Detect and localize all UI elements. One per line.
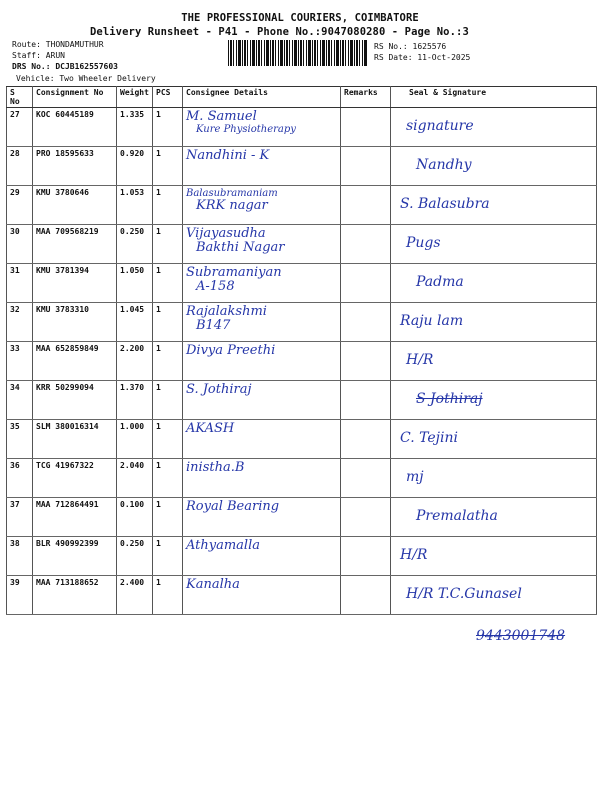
consignment-number-cell: KMU 3781394 [33,264,117,303]
consignment-number-cell: MAA 652859849 [33,342,117,381]
remarks-cell [341,264,391,303]
serial-number-cell: 33 [7,342,33,381]
pcs-cell: 1 [153,186,183,225]
consignee-address-handwriting: Kure Physiotherapy [196,124,296,135]
table-row [7,264,597,303]
consignment-number-cell: MAA 712864491 [33,498,117,537]
signature-cell [391,537,597,576]
consignee-details-cell [183,576,341,615]
consignee-details-cell [183,381,341,420]
consignee-name-handwriting: Divya Preethi [186,343,276,358]
serial-number-cell: 36 [7,459,33,498]
remarks-cell [341,576,391,615]
consignee-details-cell [183,147,341,186]
barcode [228,40,368,66]
drs-number: DRS No.: DCJB162557603 [12,62,118,71]
signature-cell [391,108,597,147]
pcs-cell: 1 [153,342,183,381]
serial-number-cell: 31 [7,264,33,303]
serial-number-cell: 28 [7,147,33,186]
weight-cell: 2.400 [117,576,153,615]
consignee-name-handwriting: Balasubramaniam [186,188,278,199]
consignee-address-handwriting: Bakthi Nagar [196,240,285,255]
signature-handwriting: Pugs [406,235,441,251]
weight-cell: 0.250 [117,225,153,264]
remarks-cell [341,108,391,147]
signature-handwriting: H/R [400,547,428,563]
serial-number-cell: 32 [7,303,33,342]
route-label: Route: THONDAMUTHUR [12,40,104,49]
pcs-cell: 1 [153,498,183,537]
consignee-name-handwriting: Royal Bearing [186,499,280,514]
table-row [7,381,597,420]
consignment-number-cell: SLM 380016314 [33,420,117,459]
column-header: Weight [117,87,153,108]
table-row [7,537,597,576]
signature-cell [391,420,597,459]
signature-cell [391,459,597,498]
consignee-details-cell [183,108,341,147]
remarks-cell [341,303,391,342]
remarks-cell [341,342,391,381]
consignment-number-cell: MAA 709568219 [33,225,117,264]
table-row [7,342,597,381]
consignment-number-cell: KOC 60445189 [33,108,117,147]
remarks-cell [341,459,391,498]
consignee-details-cell [183,498,341,537]
table-row [7,303,597,342]
consignee-details-cell [183,225,341,264]
weight-cell: 0.100 [117,498,153,537]
pcs-cell: 1 [153,147,183,186]
serial-number-cell: 34 [7,381,33,420]
weight-cell: 1.335 [117,108,153,147]
weight-cell: 1.000 [117,420,153,459]
table-row [7,576,597,615]
rs-date: RS Date: 11-Oct-2025 [374,53,471,62]
pcs-cell: 1 [153,264,183,303]
signature-handwriting: Nandhy [416,157,472,173]
signature-handwriting: S. Balasubra [400,196,490,212]
consignee-name-handwriting: Rajalakshmi [186,304,267,319]
consignee-details-cell [183,420,341,459]
runsheet-table [6,86,597,615]
consignee-details-cell [183,186,341,225]
column-header: Consignee Details [183,87,341,108]
signature-cell [391,576,597,615]
serial-number-cell: 38 [7,537,33,576]
consignee-details-cell [183,303,341,342]
consignee-name-handwriting: Nandhini - K [186,148,270,163]
weight-cell: 1.053 [117,186,153,225]
consignee-address-handwriting: KRK nagar [196,198,268,213]
serial-number-cell: 30 [7,225,33,264]
weight-cell: 0.250 [117,537,153,576]
remarks-cell [341,381,391,420]
column-header: Consignment No [33,87,117,108]
runsheet-subtitle: Delivery Runsheet - P41 - Phone No.:9047080280 - Page No.:3 [90,26,469,38]
consignment-number-cell: MAA 713188652 [33,576,117,615]
weight-cell: 2.200 [117,342,153,381]
pcs-cell: 1 [153,576,183,615]
serial-number-cell: 39 [7,576,33,615]
consignee-details-cell [183,342,341,381]
remarks-cell [341,225,391,264]
table-row [7,108,597,147]
rs-number: RS No.: 1625576 [374,42,447,51]
consignment-number-cell: PRO 18595633 [33,147,117,186]
consignee-name-handwriting: Kanalha [186,577,240,592]
pcs-cell: 1 [153,225,183,264]
signature-handwriting: H/R T.C.Gunasel [406,586,522,602]
remarks-cell [341,498,391,537]
weight-cell: 1.045 [117,303,153,342]
signature-handwriting: Raju lam [400,313,464,329]
consignee-address-handwriting: B147 [196,318,231,333]
consignee-name-handwriting: S. Jothiraj [186,382,252,397]
vehicle-label: Vehicle: Two Wheeler Delivery [16,74,156,83]
signature-cell [391,225,597,264]
signature-cell [391,342,597,381]
table-header-row [7,87,597,108]
signature-handwriting: S Jothiraj [416,391,483,407]
remarks-cell [341,420,391,459]
consignee-name-handwriting: Athyamalla [186,538,260,553]
consignee-name-handwriting: M. Samuel [186,109,257,124]
consignment-number-cell: KMU 3783310 [33,303,117,342]
table-row [7,498,597,537]
pcs-cell: 1 [153,381,183,420]
weight-cell: 1.050 [117,264,153,303]
pcs-cell: 1 [153,537,183,576]
signature-cell [391,303,597,342]
pcs-cell: 1 [153,108,183,147]
serial-number-cell: 37 [7,498,33,537]
column-header: S No [7,87,33,108]
consignee-name-handwriting: Subramaniyan [186,265,282,280]
weight-cell: 0.920 [117,147,153,186]
consignee-name-handwriting: inistha.B [186,460,245,475]
table-row [7,225,597,264]
signature-cell [391,381,597,420]
consignment-number-cell: TCG 41967322 [33,459,117,498]
consignee-details-cell [183,264,341,303]
table-row [7,147,597,186]
consignee-name-handwriting: Vijayasudha [186,226,266,241]
signature-cell [391,147,597,186]
pcs-cell: 1 [153,420,183,459]
weight-cell: 2.040 [117,459,153,498]
remarks-cell [341,186,391,225]
signature-handwriting: C. Tejini [400,430,458,446]
consignee-details-cell [183,537,341,576]
staff-label: Staff: ARUN [12,51,65,60]
signature-handwriting: mj [406,469,424,485]
consignment-number-cell: KRR 50299094 [33,381,117,420]
weight-cell: 1.370 [117,381,153,420]
signature-cell [391,498,597,537]
signature-cell [391,186,597,225]
company-title: THE PROFESSIONAL COURIERS, COIMBATORE [181,12,419,24]
signature-cell [391,264,597,303]
column-header: Seal & Signature [391,87,597,108]
pcs-cell: 1 [153,303,183,342]
column-header: Remarks [341,87,391,108]
consignee-name-handwriting: AKASH [186,421,235,436]
remarks-cell [341,147,391,186]
handwritten-phone-number: 9443001748 [476,628,566,644]
signature-handwriting: signature [406,118,474,134]
serial-number-cell: 35 [7,420,33,459]
consignment-number-cell: BLR 490992399 [33,537,117,576]
pcs-cell: 1 [153,459,183,498]
remarks-cell [341,537,391,576]
signature-handwriting: Premalatha [416,508,498,524]
signature-handwriting: H/R [406,352,434,368]
table-row [7,186,597,225]
column-header: PCS [153,87,183,108]
consignee-details-cell [183,459,341,498]
table-row [7,420,597,459]
consignment-number-cell: KMU 3780646 [33,186,117,225]
consignee-address-handwriting: A-158 [196,279,235,294]
serial-number-cell: 27 [7,108,33,147]
table-row [7,459,597,498]
serial-number-cell: 29 [7,186,33,225]
signature-handwriting: Padma [416,274,464,290]
